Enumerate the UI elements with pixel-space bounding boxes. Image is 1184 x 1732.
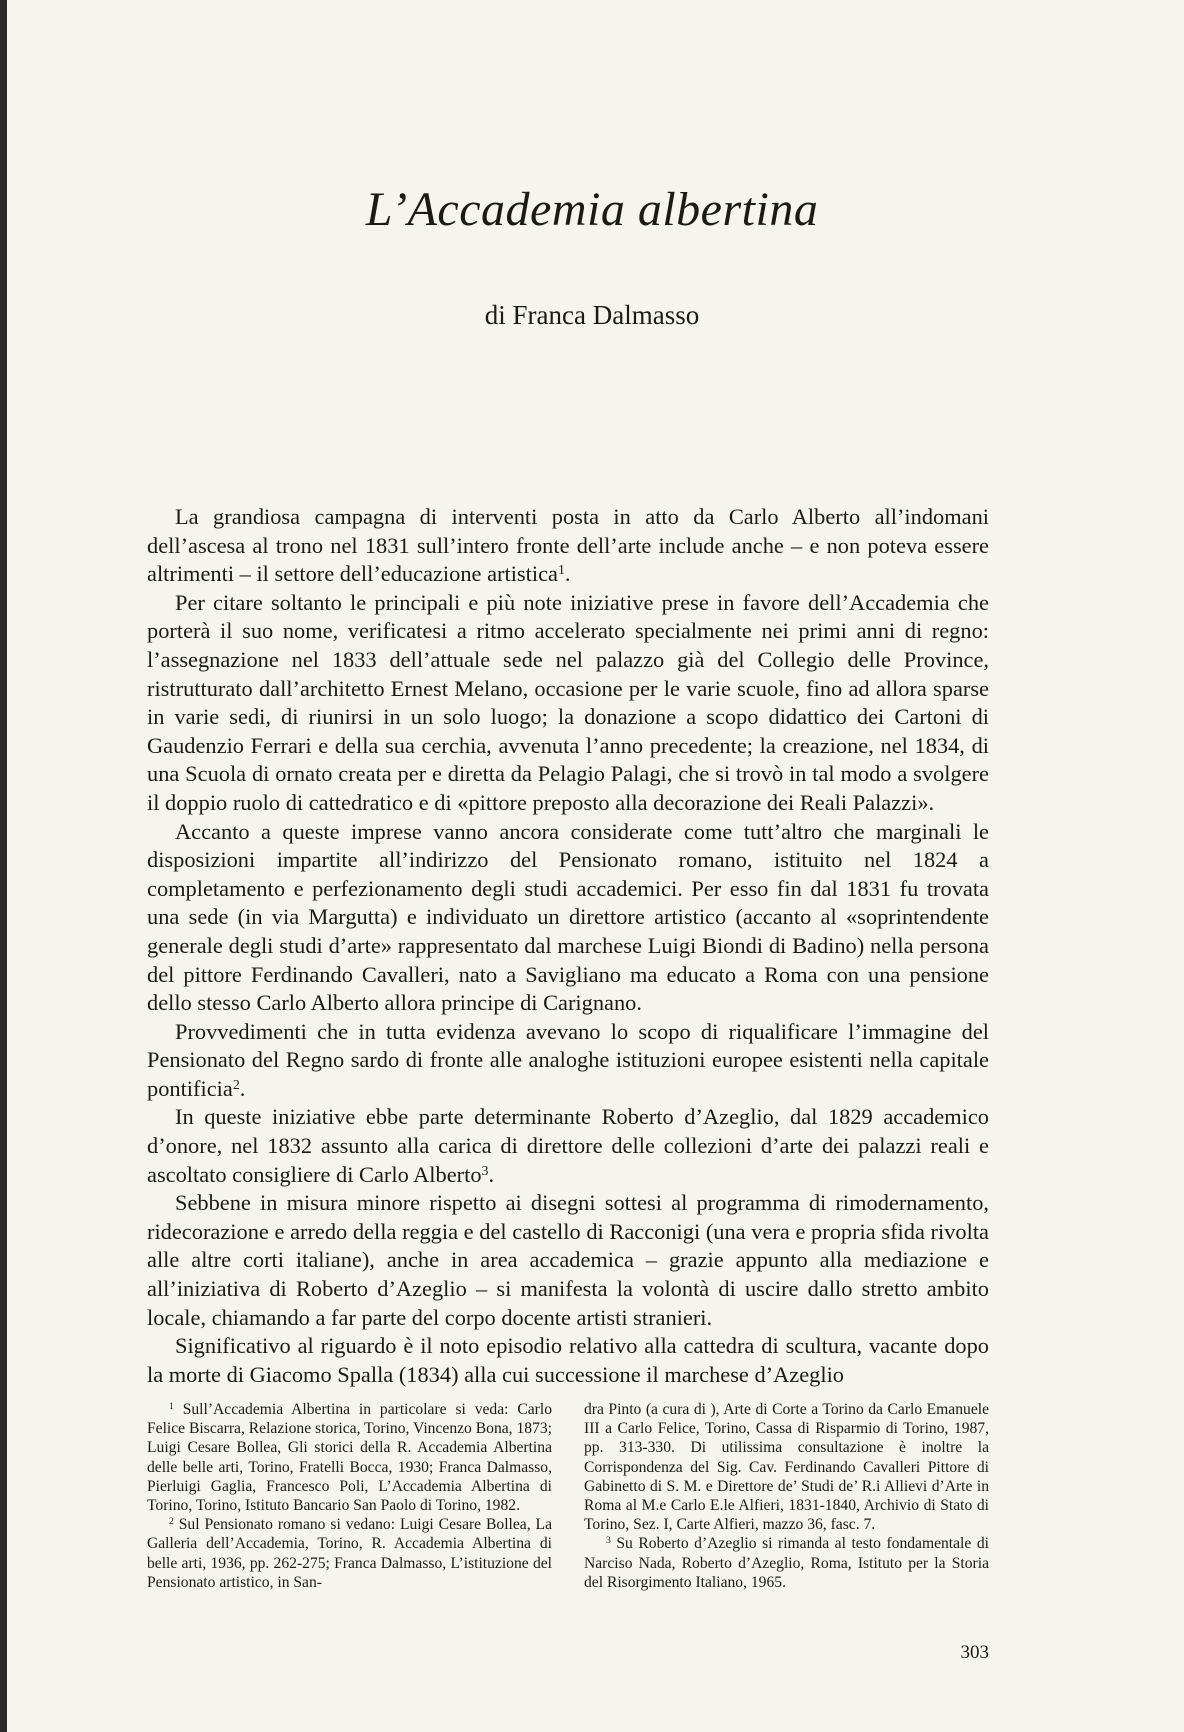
body-text — [147, 503, 989, 1389]
page-number: 303 — [960, 1642, 989, 1663]
footnote-ref[interactable]: 2 — [232, 1077, 240, 1093]
footnotes-column-left — [147, 1400, 552, 1592]
footnote-number: 1 — [169, 1401, 174, 1413]
paragraph: In queste iniziative ebbe parte determinante Roberto d’Azeglio, dal 1829 accademico d’onore, nel 1832 assunto alla carica di direttore delle collezioni d’arte dei palazzi reali e ascoltato consigliere di Carlo Alberto$^3$. — [147, 1104, 989, 1187]
footnotes-column-right — [584, 1400, 989, 1592]
article-title: L’Accademia albertina — [365, 183, 819, 236]
paragraph: Per citare soltanto le principali e più note iniziative prese in favore dell’Accademia che porterà il suo nome, verificatesi a ritmo accelerato specialmente nei primi anni di regno: l’assegnazione nel 1833 dell’attuale sede nel palazzo già del Collegio delle Province, ristrutturato dall’architetto Ernest Melano, occasione per le varie scuole, fino ad allora sparse in varie sedi, di riunirsi in un solo luogo; la donazione a scopo didattico dei Cartoni di Gaudenzio Ferrari e della sua cerchia, avvenuta l’anno precedente; la creazione, nel 1834, di una Scuola di ornato creata per e diretta da Pelagio Palagi, che si trovò in tal modo a svolgere il doppio ruolo di cattedratico e di «pittore preposto alla decorazione dei Reali Palazzi». — [147, 589, 989, 815]
article-author: di Franca Dalmasso — [484, 300, 700, 330]
footnote-ref[interactable]: 1 — [557, 563, 565, 579]
paragraph: Sebbene in misura minore rispetto ai disegni sottesi al programma di rimodernamento, ridecorazione e arredo della reggia e del castello di Racconigi (una vera e propria sfida rivolta alle altre corti italiane), anche in area accademica – grazie appunto alla mediazione e all’iniziativa di Roberto d’Azeglio – si manifesta la volontà di uscire dallo stretto ambito locale, chiamando a far parte del corpo docente artisti stranieri. — [147, 1190, 989, 1330]
footnote: $^2$ Sul Pensionato romano si vedano: Luigi Cesare Bollea, La Galleria dell’Accademia, Torino, R. Accademia Albertina di belle arti, 1936, pp. 262-275; Franca Dalmasso, L’istituzione del Pensionato artistico, in San- — [147, 1516, 552, 1591]
footnote-number: 3 — [606, 1535, 611, 1547]
footnote-number: 2 — [169, 1516, 174, 1528]
paragraph: Accanto a queste imprese vanno ancora considerate come tutt’altro che marginali le disposizioni impartite all’indirizzo del Pensionato romano, istituito nel 1824 a completamento e perfezionamento degli studi accademici. Per esso fin dal 1831 fu trovata una sede (in via Margutta) e individuato un direttore artistico (accanto al «soprintendente generale degli studi d’arte» rappresentato dal marchese Luigi Biondi di Badino) nella persona del pittore Ferdinando Cavalleri, nato a Savigliano ma educato a Roma con una pensione dello stesso Carlo Alberto allora principe di Carignano. — [147, 818, 989, 1016]
footnotes — [147, 1400, 989, 1592]
paragraph: Provvedimenti che in tutta evidenza avevano lo scopo di riqualificare l’immagine del Pensionato del Regno sardo di fronte alle analoghe istituzioni europee esistenti nella capitale pontificia$^2$. — [147, 1018, 989, 1101]
footnote-continuation: dra Pinto (a cura di ), Arte di Corte a Torino da Carlo Emanuele III a Carlo Felice, Torino, Cassa di Risparmio di Torino, 1987, pp. 313-330. Di utilissima consultazione è inoltre la Corrispondenza del Sig. Cav. Ferdinando Cavalleri Pittore di Gabinetto di S. M. e Direttore de’ Studi de’ R.i Allievi d’Arte in Roma al M.e Carlo E.le Alfieri, 1831-1840, Archivio di Stato di Torino, Sez. I, Carte Alfieri, mazzo 36, fasc. 7. — [584, 1401, 989, 1534]
footnote-ref[interactable]: 3 — [481, 1163, 489, 1179]
footnote: $^1$ Sull’Accademia Albertina in particolare si veda: Carlo Felice Biscarra, Relazione storica, Torino, Vincenzo Bona, 1873; Luigi Cesare Bollea, Gli storici della R. Accademia Albertina delle belle arti, Torino, Fratelli Bocca, 1930; Franca Dalmasso, Pierluigi Gaglia, Francesco Poli, L’Accademia Albertina di Torino, Torino, Istituto Bancario San Paolo di Torino, 1982. — [147, 1401, 552, 1515]
footnote: $^3$ Su Roberto d’Azeglio si rimanda al testo fondamentale di Narciso Nada, Roberto d’Azeglio, Roma, Istituto per la Storia del Risorgimento Italiano, 1965. — [584, 1535, 989, 1591]
paragraph: Significativo al riguardo è il noto episodio relativo alla cattedra di scultura, vacante dopo la morte di Giacomo Spalla (1834) alla cui successione il marchese d’Azeglio — [147, 1333, 989, 1387]
paragraph: La grandiosa campagna di interventi posta in atto da Carlo Alberto all’indomani dell’ascesa al trono nel 1831 sull’intero fronte dell’arte include anche – e non poteva essere altrimenti – il settore dell’educazione artistica$^1$. — [147, 504, 989, 587]
